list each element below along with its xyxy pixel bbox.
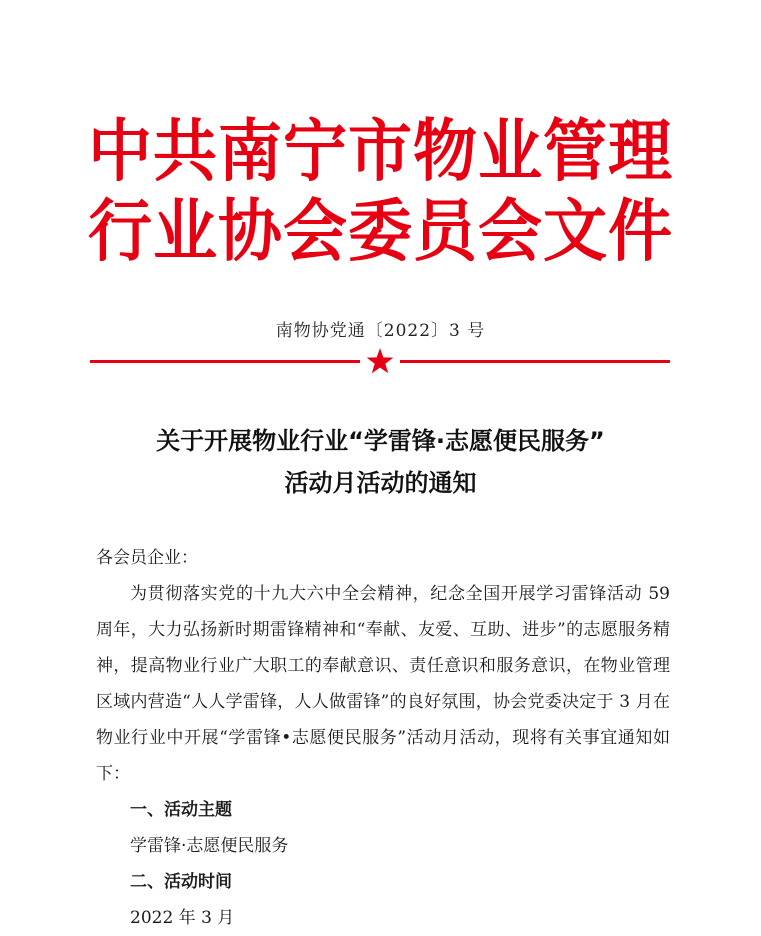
red-divider xyxy=(90,348,670,374)
section-heading-time: 二、活动时间 xyxy=(130,872,232,892)
salutation: 各会员企业： xyxy=(96,548,198,568)
notice-body xyxy=(96,540,670,936)
notice-title xyxy=(0,420,761,504)
divider-left-rule xyxy=(90,360,360,363)
section-body-theme: 学雷锋·志愿便民服务 xyxy=(130,836,289,856)
section-heading-theme: 一、活动主题 xyxy=(130,800,232,820)
document-number: 南物协党通〔2022〕3 号 xyxy=(275,321,486,341)
header-line-1: 中共南宁市物业管理 xyxy=(88,112,673,192)
document-header xyxy=(0,112,761,272)
section-body-time: 2022 年 3 月 xyxy=(130,908,235,928)
divider-right-rule xyxy=(400,360,670,363)
notice-title-line-2: 活动月活动的通知 xyxy=(284,469,477,497)
intro-paragraph: 为贯彻落实党的十九大六中全会精神，纪念全国开展学习雷锋活动 59 周年，大力弘扬新时期雷锋精神和“奉献、友爱、互助、进步”的志愿服务精神，提高物业行业广大职工的奉献意识、责任意识和服务意识，在物业管理区域内营造“人人学雷锋，人人做雷锋”的良好氛围，协会党委决定于 3 月在物业行业中开展“学雷锋•志愿便民服务”活动月活动，现将有关事宜通知如下： xyxy=(96,584,670,784)
star-icon xyxy=(366,348,394,374)
header-line-2: 行业协会委员会文件 xyxy=(88,192,673,272)
notice-title-line-1: 关于开展物业行业“学雷锋·志愿便民服务” xyxy=(156,427,605,455)
